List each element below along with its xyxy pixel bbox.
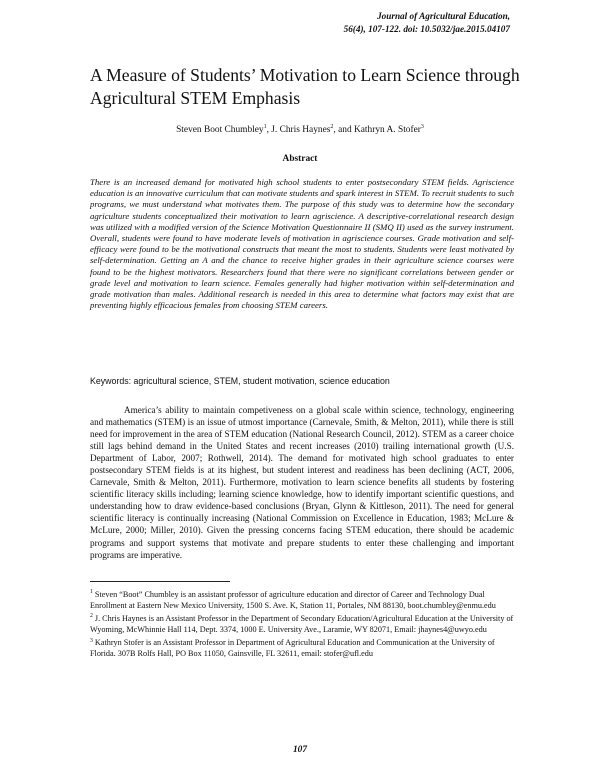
author-line (120, 124, 480, 136)
footnote-3 (90, 638, 514, 659)
abstract-text: There is an increased demand for motivated high school students to enter postsecondary STEM fields. Agriscience education is an innovative curriculum that can motivate students and spark interest in STEM. To recruit students to such programs, we must understand what motivates them. The purpose of this study was to determine how the secondary agriculture students conceptualized their motivation to learn agriscience. A descriptive-correlational research design was utilized with a modified version of the Science Motivation Questionnaire II (SMQ II) used as the survey instrument. Overall, students were found to have moderate levels of motivation in agriscience courses. Grade motivation and self-efficacy were found to be the motivational constructs that meant the most to students. Students were least motivated by self-determination. Getting an A and the chance to receive higher grades in their agriculture science courses were found to be the highest motivators. Researchers found that there were no significant correlations between gender or grade level and motivation to learn science. Females generally had higher motivation within self-determination and grade motivation than males. Additional research is needed in this area to determine what factors may exist that are preventing highly efficacious females from choosing STEM careers. (90, 177, 514, 311)
author-3: , and Kathryn A. Stofer (333, 125, 421, 135)
footnote-1 (90, 590, 514, 611)
author-2-mark: 2 (330, 123, 334, 130)
author-separator: , (266, 125, 272, 135)
footnote-mark: 2 (90, 613, 93, 620)
journal-citation: 56(4), 107-122. doi: 10.5032/jae.2015.04107 (343, 23, 510, 34)
author-2: J. Chris Haynes (271, 125, 331, 135)
abstract-heading: Abstract (282, 154, 318, 164)
author-1: Steven Boot Chumbley (176, 125, 264, 135)
author-3-mark: 3 (420, 123, 424, 130)
footnote-text: Kathryn Stofer is an Assistant Professor in Department of Agricultural Education and Communication at the University of Florida. 307B Rolfs Hall, PO Box 11050, Gainsville, FL 32611, email: stofer@ufl.edu (90, 638, 495, 658)
footnote-mark: 3 (90, 637, 93, 644)
journal-header (344, 10, 510, 35)
footnote-text: Steven “Boot” Chumbley is an assistant professor of agriculture education and director of Career and Technology Dual Enrollment at Eastern New Mexico University, 1500 S. Ave. K, Station 11, Portales, NM 88130, boot.chumbley@enmu.edu (90, 590, 496, 610)
paper-title: A Measure of Students’ Motivation to Learn Science through Agricultural STEM Emphasis (90, 65, 520, 108)
body-paragraph: America’s ability to maintain competiveness on a global scale within science, technology, engineering and mathematics (STEM) is an issue of utmost importance (Carnevale, Smith, & Melton, 2011), while there is still need for improvement in the area of STEM education (National Research Council, 2012). STEM as a career choice still lags behind demand in the United States and recent increases (2010) trailing international growth (U.S. Department of Labor, 2007; Rothwell, 2014). The demand for motivated high school graduates to enter postsecondary STEM fields is at its highest, but student interest and readiness has been declining (ACT, 2006, Carnevale, Smith & Melton, 2011). Furthermore, motivation to learn science benefits all students by fostering scientific literacy skills including; learning science knowledge, how to identify important scientific questions, and understanding how to draw evidence-based conclusions (Bryan, Glynn & Kittleson, 2011). The need for general scientific literacy is continually increasing (National Commission on Excellence in Education, 1983; McLure & McLure, 2000; Miller, 2010). Given the pressing concerns facing STEM education, there should be academic programs and support systems that motivate and prepare students to enter these challenging and important programs are imperative. (90, 405, 514, 560)
footnotes (90, 590, 514, 663)
journal-name: Journal of Agricultural Education, (377, 11, 510, 21)
footnote-divider (90, 581, 230, 582)
keywords: Keywords: agricultural science, STEM, student motivation, science education (90, 376, 390, 386)
footnote-mark: 1 (90, 589, 93, 596)
footnote-text: J. Chris Haynes is an Assistant Professor in the Department of Secondary Education/Agricultural Education at the University of Wyoming, McWhinnie Hall 114, Dept. 3374, 1000 E. University Ave., Laramie, WY 82071, Email: jhaynes4@uwyo.edu (90, 614, 514, 634)
author-1-mark: 1 (263, 123, 267, 130)
footnote-2 (90, 614, 514, 635)
page-number: 107 (292, 745, 308, 755)
